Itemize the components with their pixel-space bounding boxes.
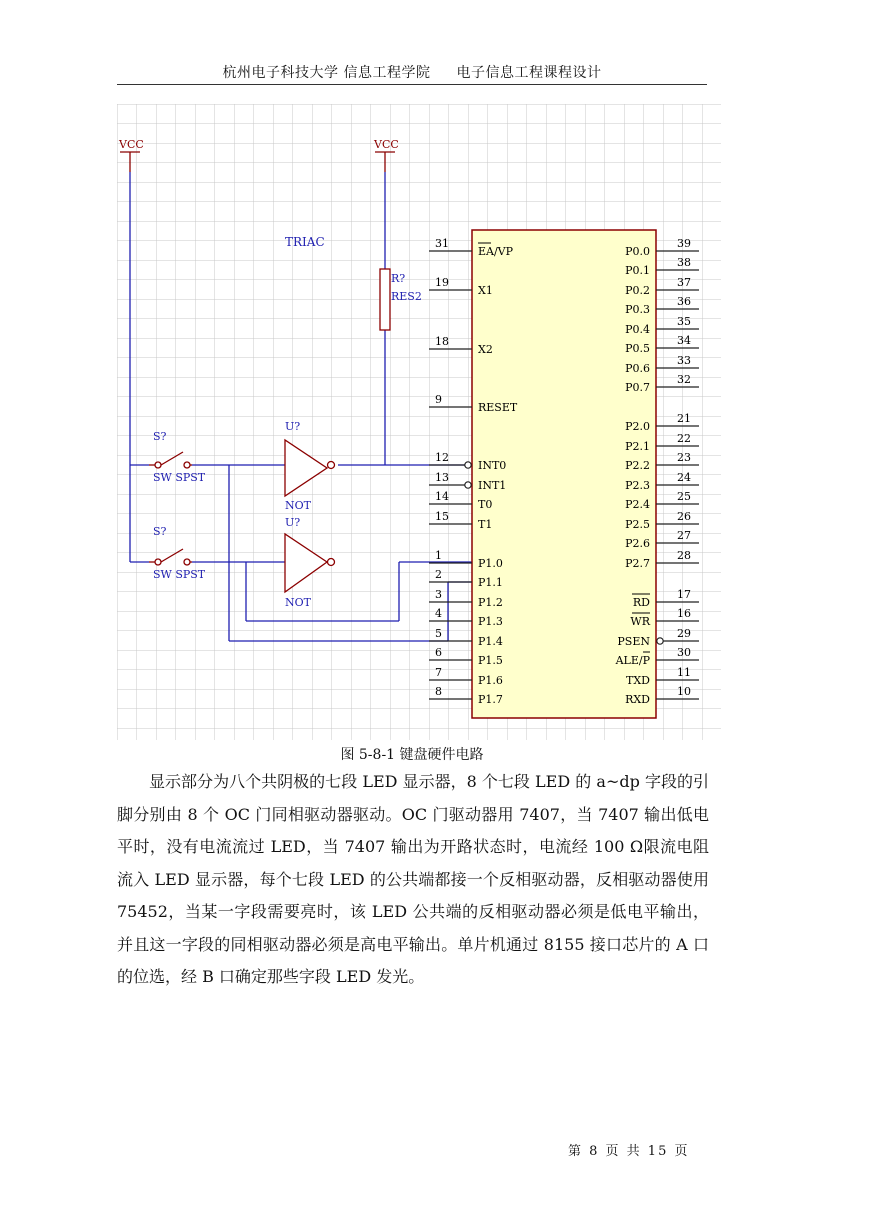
pin-name: P2.1: [625, 440, 650, 453]
pin-name: T0: [478, 498, 493, 511]
pin-name: P2.3: [625, 479, 650, 492]
triac-label: TRIAC: [285, 235, 325, 249]
pin-number: 22: [677, 432, 691, 445]
pin-number: 18: [435, 335, 449, 348]
pin-number: 9: [435, 393, 442, 406]
pin-number: 36: [677, 295, 691, 308]
pin-number: 25: [677, 490, 691, 503]
pin-number: 6: [435, 646, 442, 659]
paragraph: 显示部分为八个共阴极的七段 LED 显示器，8 个七段 LED 的 a~dp 字段的引脚分别由 8 个 OC 门同相驱动器驱动。OC 门驱动器用 7407，当 7407 输出低电平时，没有电流流过 LED，当 7407 输出为开路状态时，电流经 100 Ω限流电阻流入 LED 显示器，每个七段 LED 的公共端都接一个反相驱动器，反相驱动器使用 75452，当某一字段需要亮时，该 LED 公共端的反相驱动器必须是低电平输出，并且这一字段的同相驱动器必须是高电平输出。单片机通过 8155 接口芯片的 A 口的位选，经 B 口确定那些字段 LED 发光。: [117, 772, 709, 986]
figure-caption: 图 5-8-1 键盘硬件电路: [340, 747, 484, 763]
switch-1-type: SW SPST: [153, 471, 206, 484]
gate-2-type: NOT: [285, 596, 311, 609]
gate-2-ref: U?: [285, 516, 301, 529]
pin-number: 27: [677, 529, 691, 542]
pin-name: WR: [630, 615, 650, 628]
pin-name: T1: [478, 518, 493, 531]
keyboard-circuit-figure: [117, 104, 721, 740]
pin-name: P1.0: [478, 557, 503, 570]
pin-number: 14: [435, 490, 449, 503]
pin-number: 31: [435, 237, 449, 250]
pin-name: INT1: [478, 479, 507, 492]
pin-number: 38: [677, 256, 691, 269]
pin-name: P1.3: [478, 615, 503, 628]
pin-name: RESET: [478, 401, 518, 414]
page-header: [117, 62, 707, 82]
header-rule: [117, 84, 707, 85]
pin-name: P1.4: [478, 635, 503, 648]
pin-number: 26: [677, 510, 691, 523]
gate-1-ref: U?: [285, 420, 301, 433]
switch-2-ref: S?: [153, 525, 167, 538]
pin-name: ALE/P: [615, 654, 650, 667]
pin-number: 35: [677, 315, 691, 328]
pin-name: P2.5: [625, 518, 650, 531]
pin-number: 29: [677, 627, 691, 640]
pin-name: X1: [478, 284, 493, 297]
pin-name: P1.2: [478, 596, 503, 609]
pin-number: 21: [677, 412, 691, 425]
pin-name: P0.6: [625, 362, 650, 375]
pin-name: P0.4: [625, 323, 650, 336]
pin-name: X2: [478, 343, 493, 356]
pin-number: 5: [435, 627, 442, 640]
pin-name: P0.1: [625, 264, 650, 277]
pin-name: TXD: [626, 674, 650, 687]
pin-name: P0.3: [625, 303, 650, 316]
pin-name: P2.0: [625, 420, 650, 433]
pin-name: RD: [632, 596, 650, 609]
pin-name: P2.2: [625, 459, 650, 472]
gate-1-type: NOT: [285, 499, 311, 512]
pin-number: 24: [677, 471, 691, 484]
pin-name: P1.7: [478, 693, 503, 706]
body-text: [117, 766, 709, 994]
switch-2-type: SW SPST: [153, 568, 206, 581]
pin-name: P1.1: [478, 576, 503, 589]
pin-number: 7: [435, 666, 442, 679]
pin-name: P0.2: [625, 284, 650, 297]
pin-number: 39: [677, 237, 691, 250]
pin-number: 17: [677, 588, 691, 601]
pin-number: 15: [435, 510, 449, 523]
pin-number: 13: [435, 471, 449, 484]
vcc-label-right: VCC: [374, 138, 399, 151]
pin-name: PSEN: [617, 635, 650, 648]
pin-number: 28: [677, 549, 691, 562]
pin-name: P1.6: [478, 674, 503, 687]
pin-number: 34: [677, 334, 691, 347]
pin-number: 1: [435, 549, 442, 562]
pin-name: P0.7: [625, 381, 650, 394]
resistor-value: RES2: [391, 290, 422, 303]
pin-name: P0.0: [625, 245, 650, 258]
pin-name: P0.5: [625, 342, 650, 355]
pin-number: 10: [677, 685, 691, 698]
pin-number: 30: [677, 646, 691, 659]
resistor: [380, 269, 390, 330]
keyboard-circuit-schematic: [117, 104, 721, 740]
pin-name: P2.7: [625, 557, 650, 570]
pin-number: 2: [435, 568, 442, 581]
pin-name: P2.6: [625, 537, 650, 550]
pin-name: P1.5: [478, 654, 503, 667]
pin-number: 8: [435, 685, 442, 698]
pin-number: 4: [435, 607, 442, 620]
page-footer: 第 8 页 共 15 页: [568, 1144, 690, 1159]
pin-name: P2.4: [625, 498, 650, 511]
pin-number: 11: [677, 666, 691, 679]
switch-1-ref: S?: [153, 430, 167, 443]
pin-number: 37: [677, 276, 691, 289]
pin-number: 33: [677, 354, 691, 367]
pin-number: 12: [435, 451, 449, 464]
pin-name: INT0: [478, 459, 507, 472]
pin-number: 23: [677, 451, 691, 464]
pin-name: RXD: [625, 693, 650, 706]
resistor-ref: R?: [391, 272, 406, 285]
vcc-label-left: VCC: [119, 138, 144, 151]
pin-number: 19: [435, 276, 449, 289]
header-course: 电子信息工程课程设计: [456, 65, 602, 81]
pin-number: 32: [677, 373, 691, 386]
pin-name: EA/VP: [478, 245, 514, 258]
header-school: 杭州电子科技大学 信息工程学院: [222, 65, 431, 81]
pin-number: 3: [435, 588, 442, 601]
pin-number: 16: [677, 607, 691, 620]
